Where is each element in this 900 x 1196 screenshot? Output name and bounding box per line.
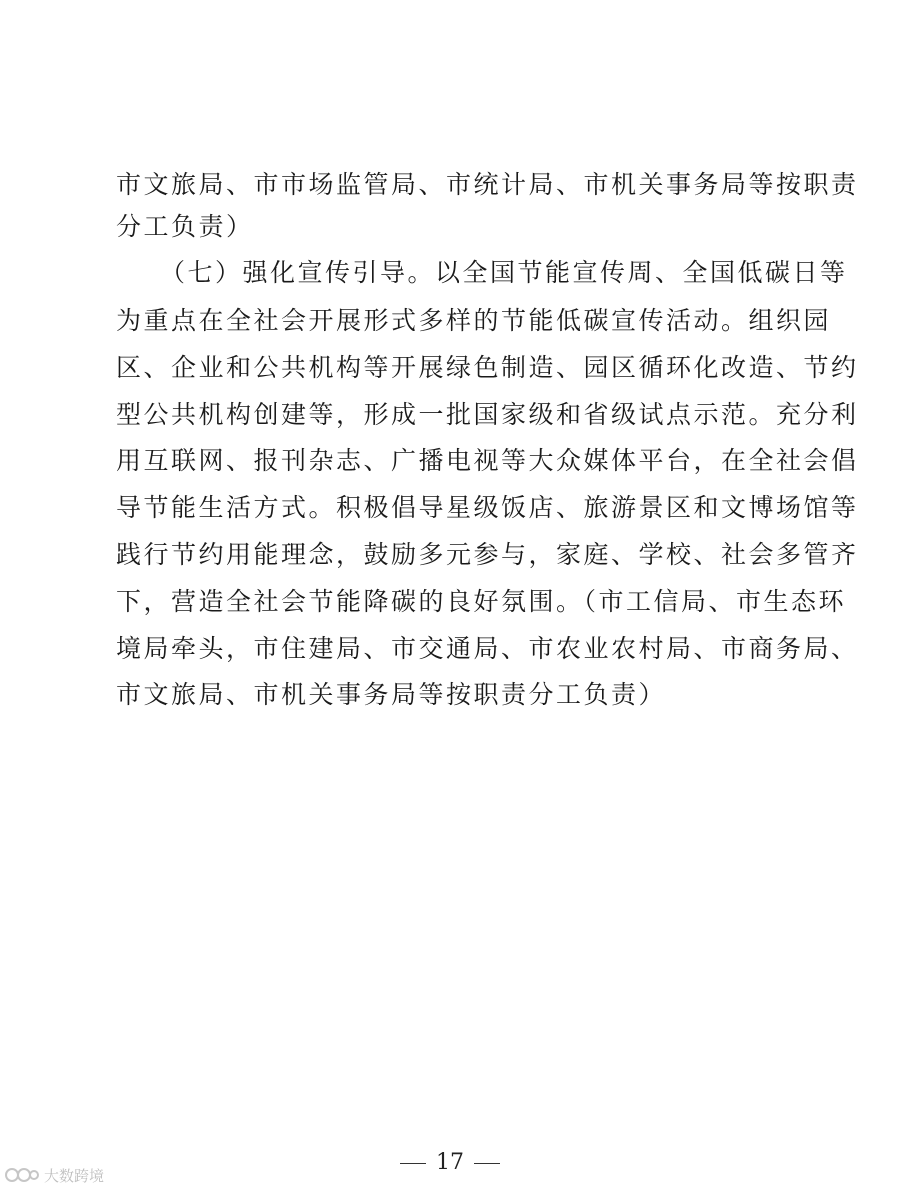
paragraph-line: 下，营造全社会节能降碳的良好氛围。（市工信局、市生态环 — [116, 587, 847, 616]
paragraph-line: 践行节约用能理念，鼓励多元参与，家庭、学校、社会多管齐 — [116, 540, 859, 569]
watermark-text: 大数跨境 — [44, 1166, 105, 1185]
dash-left — [400, 1163, 426, 1164]
paragraph-line: 用互联网、报刊杂志、广播电视等大众媒体平台，在全社会倡 — [116, 446, 859, 475]
paragraph-line: 分工负责） — [116, 212, 254, 241]
watermark — [4, 1164, 104, 1186]
page-number — [0, 1150, 900, 1175]
dash-right — [474, 1163, 500, 1164]
watermark-logo-icon — [4, 1164, 40, 1186]
paragraph-line: 境局牵头，市住建局、市交通局、市农业农村局、市商务局、 — [116, 634, 859, 663]
page-number-value: 17 — [436, 1150, 464, 1175]
paragraph-line: 型公共机构创建等，形成一批国家级和省级试点示范。充分利 — [116, 400, 859, 429]
paragraph-line: 区、企业和公共机构等开展绿色制造、园区循环化改造、节约 — [116, 353, 859, 382]
paragraph-line: 导节能生活方式。积极倡导星级饭店、旅游景区和文博场馆等 — [116, 493, 859, 522]
paragraph-line: 为重点在全社会开展形式多样的节能低碳宣传活动。组织园 — [116, 306, 832, 335]
paragraph-line: 市文旅局、市机关事务局等按职责分工负责） — [116, 680, 667, 709]
paragraph-line: 市文旅局、市市场监管局、市统计局、市机关事务局等按职责 — [116, 170, 859, 199]
section-heading-line: （七）强化宣传引导。以全国节能宣传周、全国低碳日等 — [160, 258, 848, 287]
